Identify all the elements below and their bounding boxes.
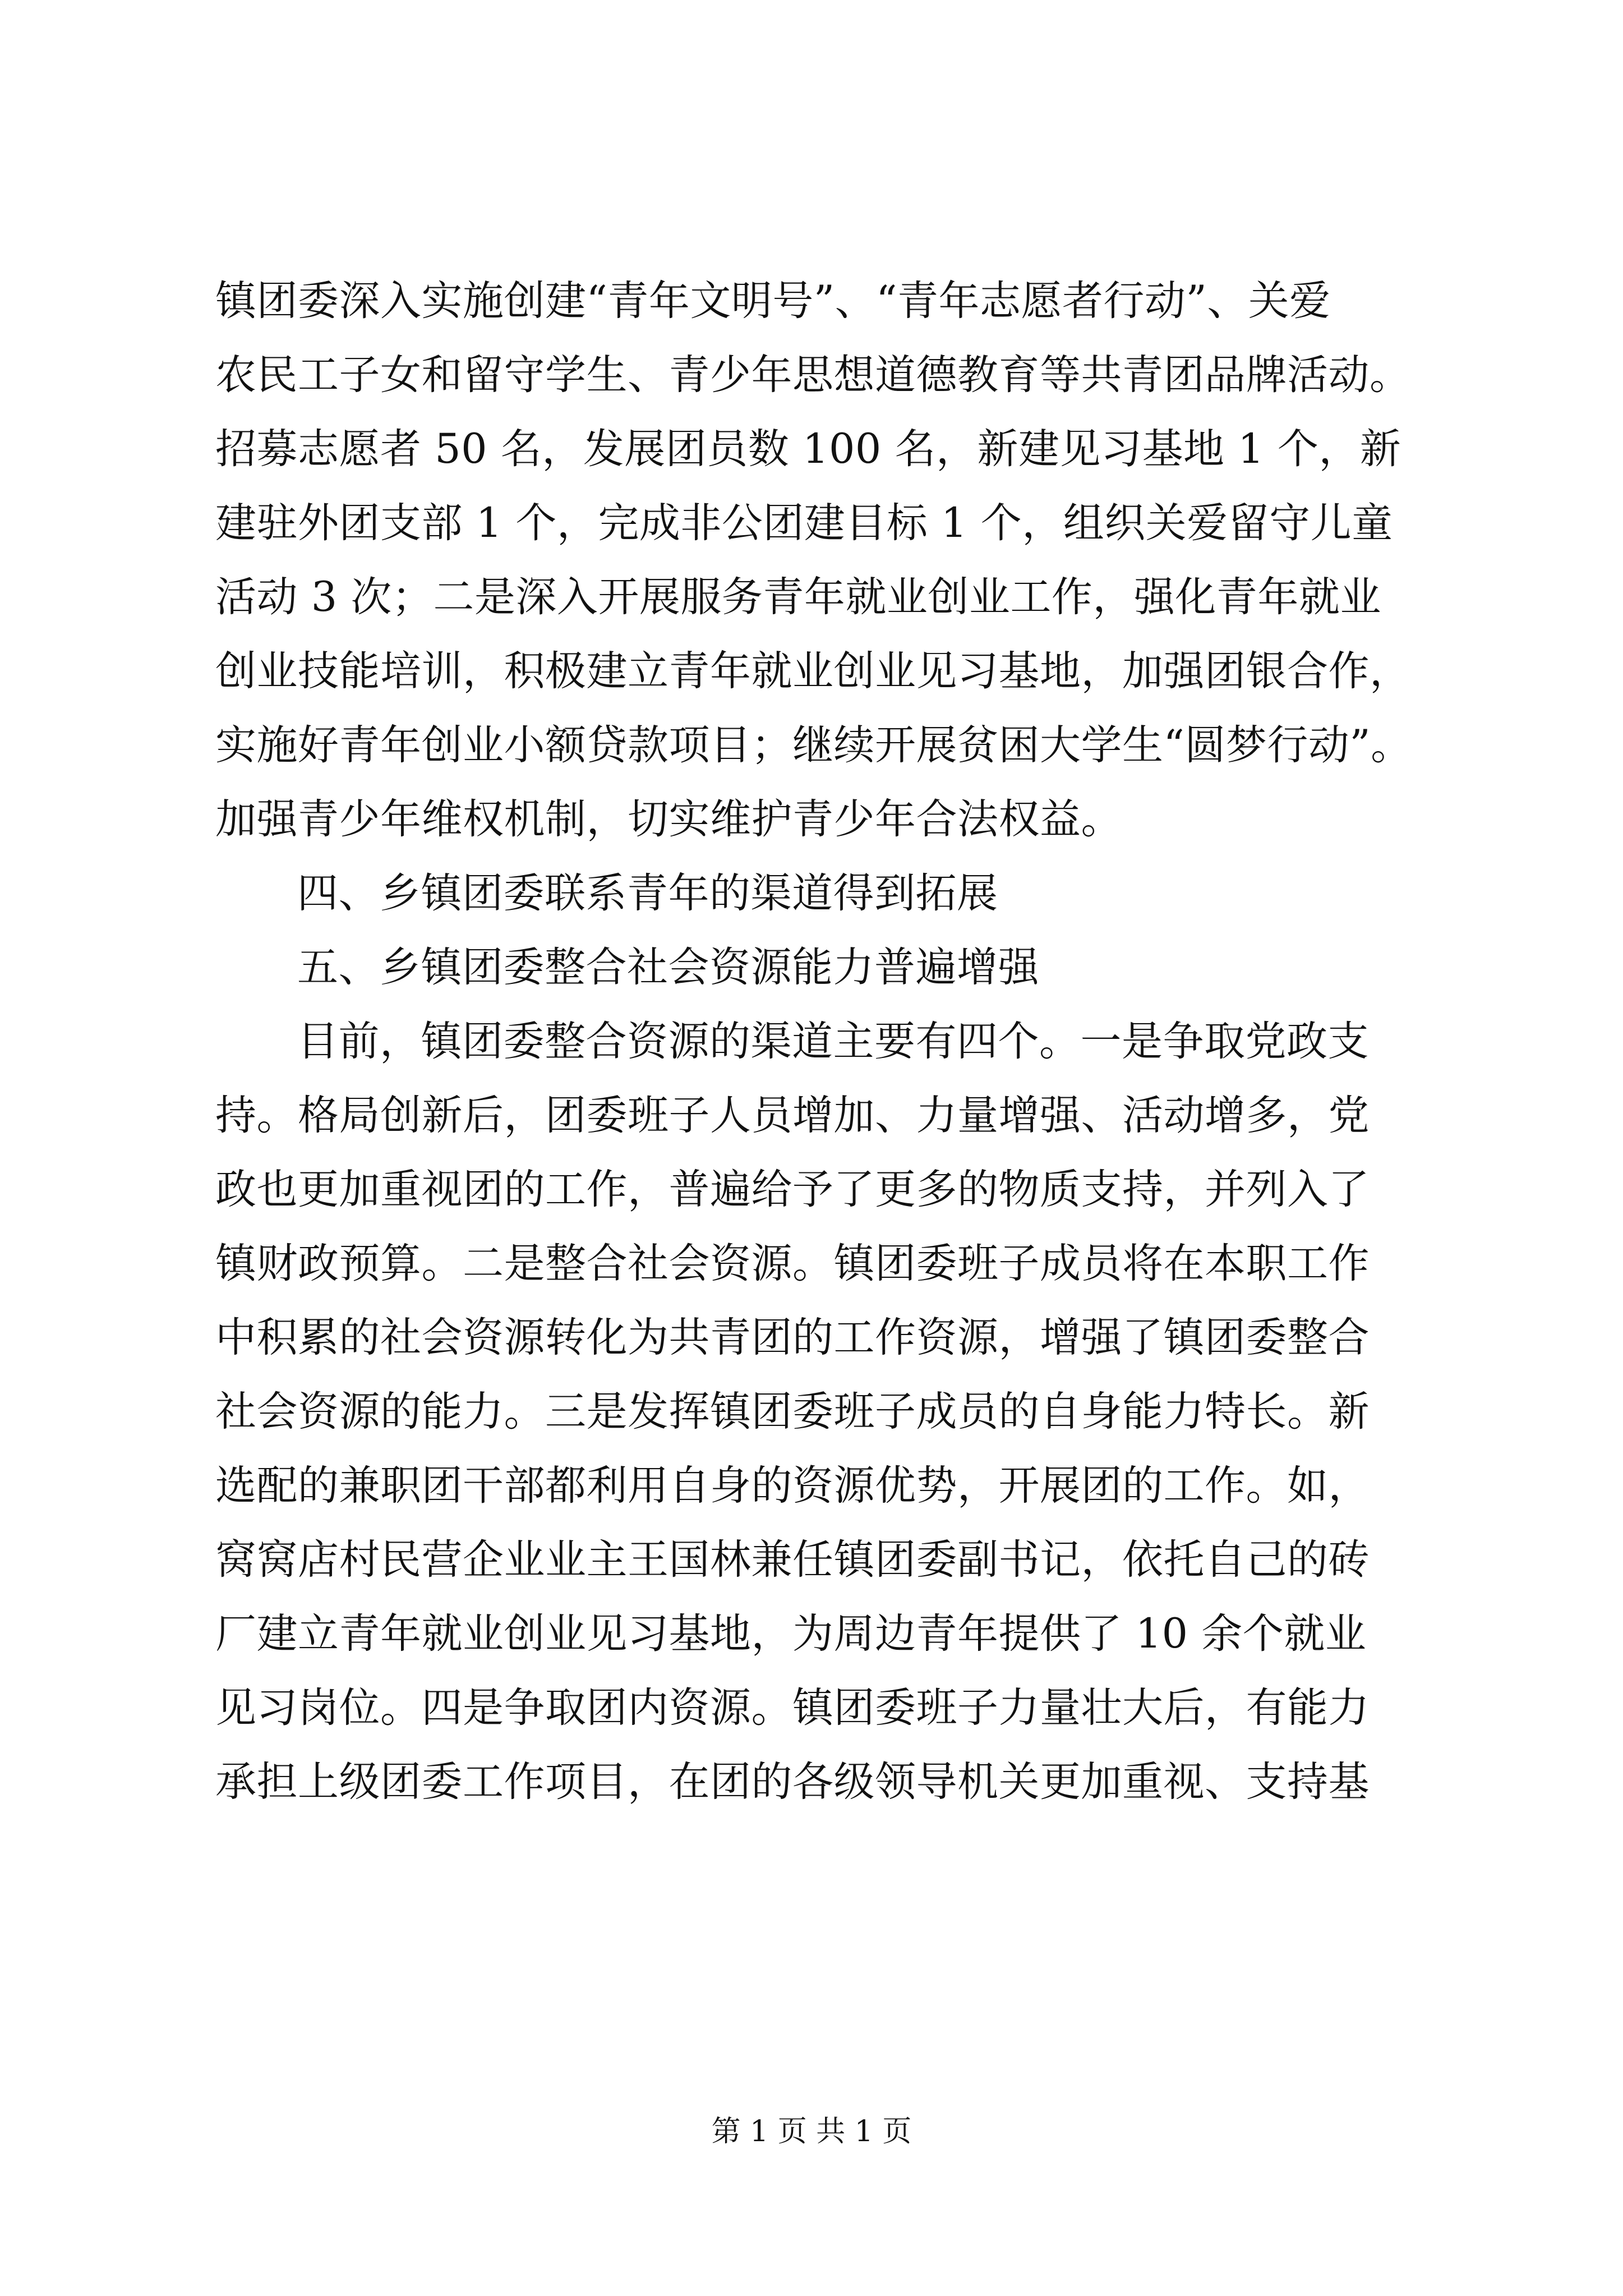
text-line: 镇团委深入实施创建“青年文明号”、“青年志愿者行动”、关爱 xyxy=(215,277,1331,325)
text-line: 农民工子女和留守学生、青少年思想道德教育等共青团品牌活动。 xyxy=(215,351,1411,399)
text-line: 目前，镇团委整合资源的渠道主要有四个。一是争取党政支 xyxy=(297,1018,1369,1065)
text-line: 社会资源的能力。三是发挥镇团委班子成员的自身能力特长。新 xyxy=(215,1388,1370,1435)
text-line: 实施好青年创业小额贷款项目；继续开展贫困大学生“圆梦行动”。 xyxy=(215,721,1412,769)
text-line: 招募志愿者 50 名，发展团员数 100 名，新建见习基地 1 个，新 xyxy=(215,425,1401,473)
text-line: 承担上级团委工作项目，在团的各级领导机关更加重视、支持基 xyxy=(215,1758,1370,1806)
text-line: 窝窝店村民营企业业主王国林兼任镇团委副书记，依托自己的砖 xyxy=(215,1536,1370,1584)
text-line: 镇财政预算。二是整合社会资源。镇团委班子成员将在本职工作 xyxy=(215,1240,1370,1287)
text-line: 建驻外团支部 1 个，完成非公团建目标 1 个，组织关爱留守儿童 xyxy=(215,499,1393,547)
text-line: 厂建立青年就业创业见习基地，为周边青年提供了 10 余个就业 xyxy=(215,1610,1367,1658)
text-line: 政也更加重视团的工作，普遍给予了更多的物质支持，并列入了 xyxy=(215,1166,1370,1213)
section-heading: 四、乡镇团委联系青年的渠道得到拓展 xyxy=(297,869,998,917)
text-line: 加强青少年维权机制，切实维护青少年合法权益。 xyxy=(215,795,1122,843)
text-line: 创业技能培训，积极建立青年就业创业见习基地，加强团银合作， xyxy=(215,647,1411,695)
page-number-footer: 第 1 页 共 1 页 xyxy=(711,2115,912,2148)
section-heading: 五、乡镇团委整合社会资源能力普遍增强 xyxy=(297,944,1039,991)
text-line: 选配的兼职团干部都利用自身的资源优势，开展团的工作。如， xyxy=(215,1462,1370,1510)
text-line: 活动 3 次；二是深入开展服务青年就业创业工作，强化青年就业 xyxy=(215,573,1381,621)
text-line: 中积累的社会资源转化为共青团的工作资源，增强了镇团委整合 xyxy=(215,1314,1370,1361)
text-line: 见习岗位。四是争取团内资源。镇团委班子力量壮大后，有能力 xyxy=(215,1684,1370,1732)
text-line: 持。格局创新后，团委班子人员增加、力量增强、活动增多，党 xyxy=(215,1092,1370,1139)
